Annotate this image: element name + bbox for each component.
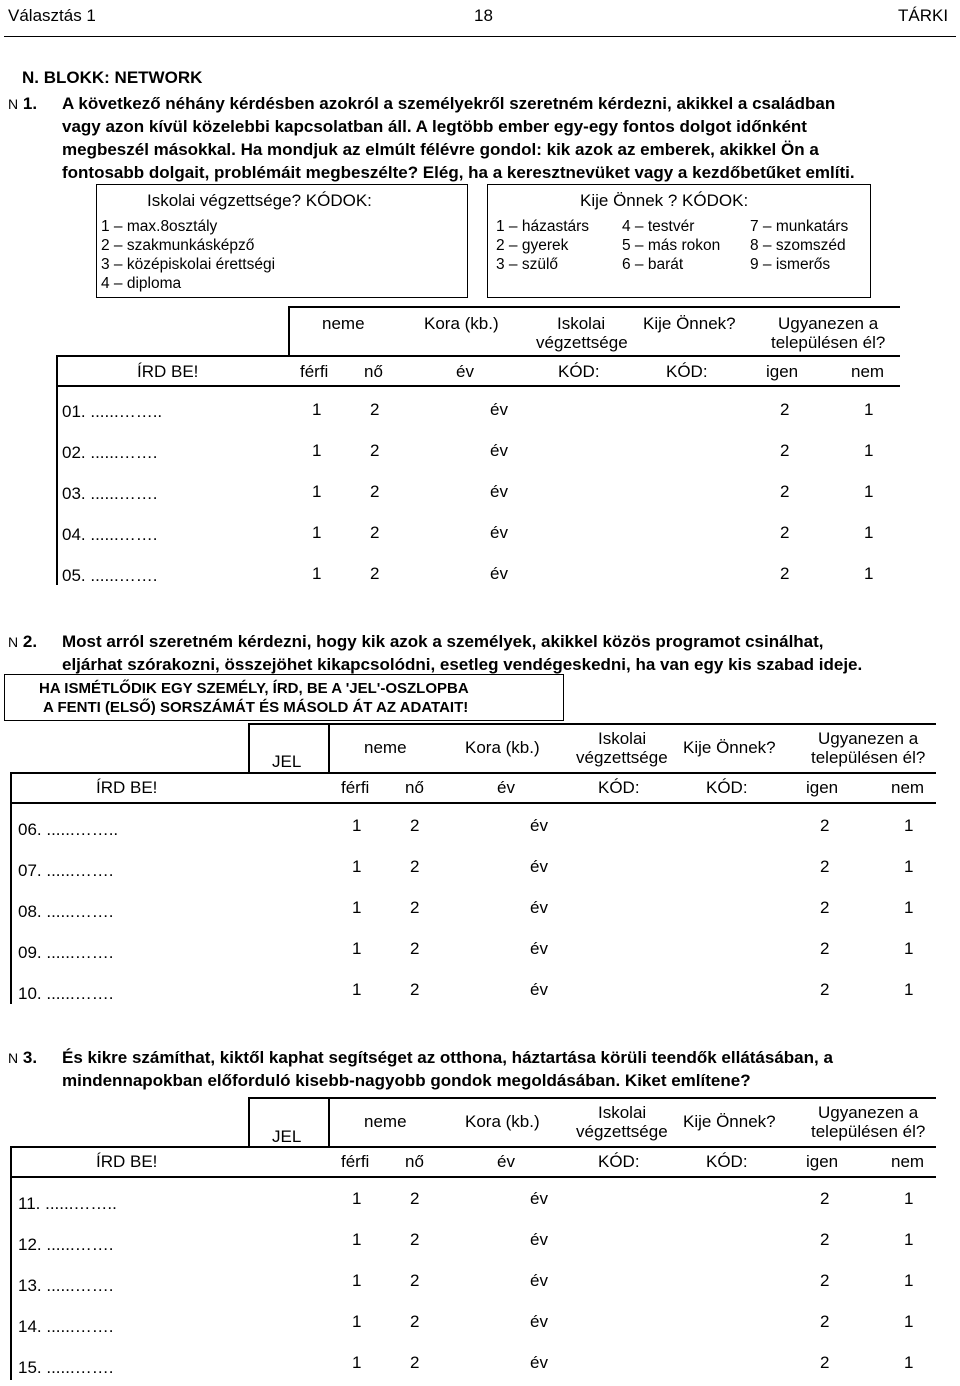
option-igen[interactable]: 2	[780, 400, 790, 419]
row-label[interactable]: 05. ......…….	[62, 566, 158, 585]
relation-code: 3 – szülő	[496, 256, 559, 273]
q3-num: 3.	[22, 1048, 38, 1067]
q1-table-border	[56, 355, 900, 357]
col-ferfi: férfi	[300, 362, 329, 381]
option-ferfi[interactable]: 1	[352, 898, 362, 917]
relation-code: 7 – munkatárs	[750, 218, 849, 235]
instruction-line: HA ISMÉTLŐDIK EGY SZEMÉLY, ÍRD, BE A 'JEL'-OSZLOPBA	[39, 680, 469, 697]
col-jel: JEL	[272, 752, 302, 771]
col-ferfi: férfi	[341, 778, 370, 797]
relation-code: 2 – gyerek	[496, 237, 569, 254]
option-no[interactable]: 2	[410, 1230, 420, 1249]
option-no[interactable]: 2	[410, 1189, 420, 1208]
col-ugyanezen: településen él?	[771, 333, 886, 352]
col-kod: KÓD:	[706, 778, 748, 797]
age-field[interactable]: év	[490, 564, 508, 583]
q1-line: vagy azon kívül közelebbi kapcsolatban áll. A legtöbb ember egy-egy fontos dolgot időnként	[62, 117, 807, 136]
q2-line: eljárhat szórakozni, összejöhet kikapcsolódni, esetleg vendégeskedni, ha van egy kis szabad ideje.	[62, 655, 863, 674]
option-nem[interactable]: 1	[864, 564, 874, 583]
age-field[interactable]: év	[530, 980, 548, 999]
option-no[interactable]: 2	[410, 816, 420, 835]
option-igen[interactable]: 2	[780, 523, 790, 542]
q2-num: 2.	[22, 632, 38, 651]
option-nem[interactable]: 1	[904, 980, 914, 999]
option-nem[interactable]: 1	[904, 1189, 914, 1208]
option-ferfi[interactable]: 1	[312, 482, 322, 501]
age-field[interactable]: év	[490, 482, 508, 501]
q2-table-border	[248, 723, 936, 725]
option-nem[interactable]: 1	[904, 816, 914, 835]
option-igen[interactable]: 2	[820, 939, 830, 958]
age-field[interactable]: év	[530, 1189, 548, 1208]
col-neme: neme	[364, 738, 407, 757]
option-nem[interactable]: 1	[864, 523, 874, 542]
age-field[interactable]: év	[490, 523, 508, 542]
ird-be-label: ÍRD BE!	[96, 1152, 158, 1171]
relation-codes-title: Kije Önnek ? KÓDOK:	[580, 191, 749, 210]
col-iskolai: Iskolai	[557, 314, 606, 333]
col-ugyanezen: Ugyanezen a	[818, 729, 919, 748]
option-no[interactable]: 2	[370, 482, 380, 501]
col-igen: igen	[766, 362, 799, 381]
row-label[interactable]: 06. ......……..	[18, 820, 119, 839]
q2-number	[8, 632, 37, 652]
row-label[interactable]: 09. ......…….	[18, 943, 114, 962]
q1-prefix: N	[8, 96, 19, 112]
option-no[interactable]: 2	[410, 857, 420, 876]
col-ferfi: férfi	[341, 1152, 370, 1171]
q2-table-border	[328, 723, 330, 773]
q1-num: 1.	[22, 94, 38, 113]
age-field[interactable]: év	[530, 816, 548, 835]
row-label[interactable]: 10. ......…….	[18, 984, 114, 1003]
option-nem[interactable]: 1	[904, 1312, 914, 1331]
option-igen[interactable]: 2	[820, 857, 830, 876]
age-field[interactable]: év	[530, 939, 548, 958]
col-iskolai: Iskolai	[598, 1103, 647, 1122]
col-nem: nem	[891, 1152, 925, 1171]
relation-code: 1 – házastárs	[496, 218, 590, 235]
q1-table-border	[56, 355, 58, 585]
row-label[interactable]: 03. ......…….	[62, 484, 158, 503]
col-igen: igen	[806, 1152, 839, 1171]
header-left: Választás 1	[8, 6, 96, 25]
block-title: N. BLOKK: NETWORK	[22, 68, 203, 87]
q3-line: mindennapokban előforduló kisebb-nagyobb gondok megoldásában. Kiket említene?	[62, 1071, 751, 1090]
col-jel: JEL	[272, 1127, 302, 1146]
q3-table-border	[10, 1146, 12, 1380]
col-kije: Kije Önnek?	[643, 314, 736, 333]
row-label[interactable]: 08. ......…….	[18, 902, 114, 921]
q2-text	[62, 630, 956, 676]
col-no: nő	[364, 362, 383, 381]
q1-table-border	[56, 385, 900, 387]
col-iskolai: végzettsége	[536, 333, 628, 352]
q3-table-border	[248, 1097, 936, 1099]
q1-line: megbeszél másokkal. Ha mondjuk az elmúlt félévre gondol: kik azok az emberek, akikkel Ön a	[62, 140, 819, 159]
option-ferfi[interactable]: 1	[312, 564, 322, 583]
col-nem: nem	[851, 362, 885, 381]
age-field[interactable]: év	[490, 441, 508, 460]
option-igen[interactable]: 2	[820, 1189, 830, 1208]
option-nem[interactable]: 1	[904, 1271, 914, 1290]
school-code: 4 – diploma	[101, 275, 182, 292]
option-no[interactable]: 2	[410, 980, 420, 999]
col-iskolai: végzettsége	[576, 748, 668, 767]
col-igen: igen	[806, 778, 839, 797]
q1-line: fontosabb dolgait, problémáit megbeszélte? Elég, ha a keresztnevüket vagy a kezdőbetűket említi.	[62, 163, 855, 182]
q3-table-border	[10, 1146, 936, 1148]
q2-table-border	[248, 723, 250, 773]
age-field[interactable]: év	[530, 857, 548, 876]
row-label[interactable]: 11. ......……..	[18, 1194, 117, 1213]
col-kora: Kora (kb.)	[424, 314, 499, 333]
q3-number	[8, 1048, 37, 1068]
school-code: 3 – középiskolai érettségi	[101, 256, 276, 273]
q1-table-border	[288, 306, 900, 308]
row-label[interactable]: 04. ......…….	[62, 525, 158, 544]
col-neme: neme	[364, 1112, 407, 1131]
option-ferfi[interactable]: 1	[312, 400, 322, 419]
col-kije: Kije Önnek?	[683, 738, 776, 757]
col-ugyanezen: Ugyanezen a	[778, 314, 879, 333]
ird-be-label: ÍRD BE!	[137, 362, 199, 381]
instruction-box	[4, 674, 564, 721]
option-no[interactable]: 2	[410, 1312, 420, 1331]
relation-code: 4 – testvér	[622, 218, 695, 235]
option-nem[interactable]: 1	[904, 1230, 914, 1249]
row-label[interactable]: 01. ......……..	[62, 402, 163, 421]
option-no[interactable]: 2	[370, 523, 380, 542]
option-ferfi[interactable]: 1	[312, 441, 322, 460]
col-ev: év	[456, 362, 474, 381]
q2-table-border	[10, 772, 936, 774]
relation-codes-box	[487, 184, 871, 298]
option-ferfi[interactable]: 1	[352, 816, 362, 835]
option-nem[interactable]: 1	[904, 898, 914, 917]
option-no[interactable]: 2	[410, 1353, 420, 1372]
option-no[interactable]: 2	[410, 898, 420, 917]
col-kora: Kora (kb.)	[465, 738, 540, 757]
col-ugyanezen: Ugyanezen a	[818, 1103, 919, 1122]
option-ferfi[interactable]: 1	[352, 1230, 362, 1249]
col-kije: Kije Önnek?	[683, 1112, 776, 1131]
option-ferfi[interactable]: 1	[352, 1353, 362, 1372]
relation-code: 6 – barát	[622, 256, 684, 273]
age-field[interactable]: év	[530, 1230, 548, 1249]
age-field[interactable]: év	[530, 1271, 548, 1290]
option-igen[interactable]: 2	[780, 441, 790, 460]
col-ev: év	[497, 1152, 515, 1171]
option-igen[interactable]: 2	[820, 1353, 830, 1372]
age-field[interactable]: év	[530, 1353, 548, 1372]
q1-text	[62, 92, 956, 184]
option-nem[interactable]: 1	[864, 441, 874, 460]
q3-table-border	[328, 1097, 330, 1147]
age-field[interactable]: év	[490, 400, 508, 419]
col-kod: KÓD:	[558, 362, 600, 381]
age-field[interactable]: év	[530, 1312, 548, 1331]
school-code: 2 – szakmunkásképző	[101, 237, 255, 254]
option-ferfi[interactable]: 1	[312, 523, 322, 542]
q2-table-border	[10, 802, 936, 804]
q3-text	[62, 1046, 956, 1092]
q3-table-border	[248, 1097, 250, 1147]
col-iskolai: végzettsége	[576, 1122, 668, 1141]
option-no[interactable]: 2	[410, 939, 420, 958]
row-label[interactable]: 14. ......…….	[18, 1317, 114, 1336]
q2-prefix: N	[8, 634, 19, 650]
option-nem[interactable]: 1	[904, 939, 914, 958]
option-ferfi[interactable]: 1	[352, 980, 362, 999]
option-ferfi[interactable]: 1	[352, 1312, 362, 1331]
col-no: nő	[405, 1152, 424, 1171]
ird-be-label: ÍRD BE!	[96, 778, 158, 797]
option-igen[interactable]: 2	[820, 1271, 830, 1290]
school-codes-title: Iskolai végzettsége? KÓDOK:	[147, 191, 372, 210]
option-ferfi[interactable]: 1	[352, 1189, 362, 1208]
relation-code: 5 – más rokon	[622, 237, 721, 254]
instruction-line: A FENTI (ELSŐ) SORSZÁMÁT ÉS MÁSOLD ÁT AZ ADATAIT!	[43, 699, 469, 716]
col-no: nő	[405, 778, 424, 797]
relation-code: 8 – szomszéd	[750, 237, 846, 254]
q3-table-border	[10, 1176, 936, 1178]
col-kod: KÓD:	[598, 1152, 640, 1171]
header-rule	[4, 36, 956, 37]
option-no[interactable]: 2	[370, 441, 380, 460]
q1-number	[8, 94, 37, 114]
q3-line: És kikre számíthat, kiktől kaphat segítséget az otthona, háztartása körüli teendők ellátásában, a	[62, 1048, 833, 1067]
option-igen[interactable]: 2	[780, 564, 790, 583]
option-nem[interactable]: 1	[904, 857, 914, 876]
option-ferfi[interactable]: 1	[352, 939, 362, 958]
col-kod: KÓD:	[598, 778, 640, 797]
option-nem[interactable]: 1	[864, 400, 874, 419]
q3-prefix: N	[8, 1050, 19, 1066]
col-ugyanezen: településen él?	[811, 1122, 926, 1141]
option-igen[interactable]: 2	[820, 1312, 830, 1331]
option-no[interactable]: 2	[370, 564, 380, 583]
option-igen[interactable]: 2	[820, 898, 830, 917]
col-kod: KÓD:	[706, 1152, 748, 1171]
header-right: TÁRKI	[898, 6, 949, 25]
option-ferfi[interactable]: 1	[352, 857, 362, 876]
header-page-number: 18	[474, 6, 493, 25]
row-label[interactable]: 12. ......…….	[18, 1235, 114, 1254]
q1-table-border	[288, 306, 290, 356]
col-kora: Kora (kb.)	[465, 1112, 540, 1131]
school-codes-box	[96, 184, 468, 298]
option-igen[interactable]: 2	[820, 1230, 830, 1249]
option-nem[interactable]: 1	[904, 1353, 914, 1372]
age-field[interactable]: év	[530, 898, 548, 917]
option-nem[interactable]: 1	[864, 482, 874, 501]
col-ugyanezen: településen él?	[811, 748, 926, 767]
option-igen[interactable]: 2	[820, 980, 830, 999]
col-iskolai: Iskolai	[598, 729, 647, 748]
col-ev: év	[497, 778, 515, 797]
row-label[interactable]: 02. ......…….	[62, 443, 158, 462]
row-label[interactable]: 15. ......…….	[18, 1358, 114, 1377]
option-igen[interactable]: 2	[780, 482, 790, 501]
option-no[interactable]: 2	[370, 400, 380, 419]
option-igen[interactable]: 2	[820, 816, 830, 835]
school-code: 1 – max.8osztály	[101, 218, 218, 235]
q2-table-border	[10, 772, 12, 1004]
row-label[interactable]: 13. ......…….	[18, 1276, 114, 1295]
col-kod: KÓD:	[666, 362, 708, 381]
col-neme: neme	[322, 314, 365, 333]
q2-line: Most arról szeretném kérdezni, hogy kik azok a személyek, akikkel közös programot csinálhat,	[62, 632, 824, 651]
row-label[interactable]: 07. ......…….	[18, 861, 114, 880]
q1-line: A következő néhány kérdésben azokról a személyekről szeretném kérdezni, akikkel a családban	[62, 94, 836, 113]
relation-code: 9 – ismerős	[750, 256, 831, 273]
option-ferfi[interactable]: 1	[352, 1271, 362, 1290]
option-no[interactable]: 2	[410, 1271, 420, 1290]
col-nem: nem	[891, 778, 925, 797]
